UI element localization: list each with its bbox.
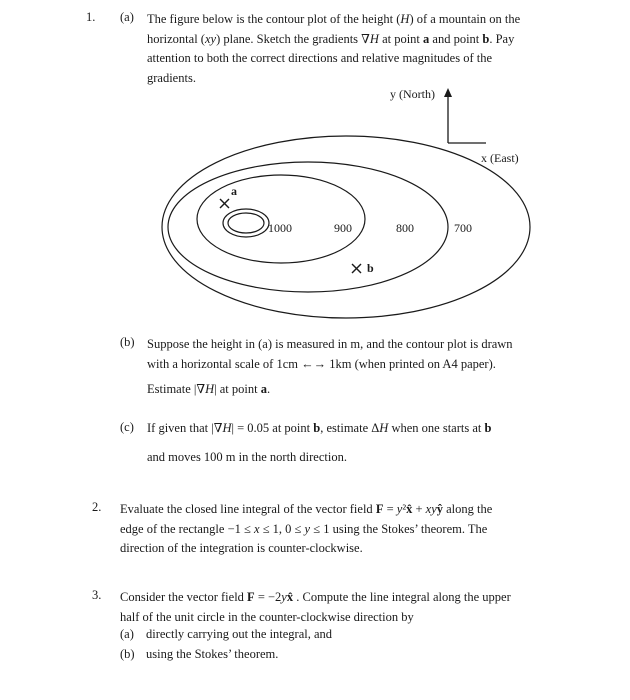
q1-part-b-text <box>147 335 513 400</box>
contour-label-700: 700 <box>454 221 472 235</box>
point-b-mark <box>352 264 361 273</box>
q3-part-b-text: using the Stokes’ theorem. <box>146 647 279 661</box>
q3-text <box>120 588 511 627</box>
q3-line-1: Consider the vector field F = −2yx̂ . Compute the line integral along the upper <box>120 590 511 604</box>
q3-number: 3. <box>92 588 102 602</box>
q1-part-c-label: (c) <box>120 420 134 434</box>
q1-a-line-2: horizontal (xy) plane. Sketch the gradients ∇H at point a and point b. Pay <box>147 31 515 46</box>
q1-b-line-1: Suppose the height in (a) is measured in m, and the contour plot is drawn <box>147 337 513 351</box>
q2-line-3: direction of the integration is counter-clockwise. <box>120 541 363 555</box>
q1-c-line-2: and moves 100 m in the north direction. <box>147 450 347 464</box>
contour-label-900: 900 <box>334 221 352 235</box>
q3-part-a-text: directly carrying out the integral, and <box>146 627 333 641</box>
q1-b-line-2: with a horizontal scale of 1cm ←→ 1km (when printed on A4 paper). <box>147 356 496 371</box>
y-axis-label: y (North) <box>390 87 435 101</box>
point-a-mark <box>220 199 229 208</box>
q1-a-line-3: attention to both the correct directions and relative magnitudes of the <box>147 51 493 65</box>
q1-b-line-3: Estimate |∇H| at point a. <box>147 382 271 396</box>
point-a-label: a <box>231 184 237 198</box>
contour-label-800: 800 <box>396 221 414 235</box>
y-axis-arrowhead <box>444 88 452 97</box>
q3-part-b-label: (b) <box>120 647 135 661</box>
q2-text <box>120 500 492 559</box>
point-b-label: b <box>367 261 374 275</box>
contour-900 <box>197 175 365 263</box>
q2-line-1: Evaluate the closed line integral of the vector field F = y²x̂ + xyŷ along the <box>120 502 493 516</box>
axes <box>448 94 486 143</box>
q2-line-2: edge of the rectangle −1 ≤ x ≤ 1, 0 ≤ y ≤ 1 using the Stokes’ theorem. The <box>120 521 488 536</box>
contour-label-1000: 1000 <box>268 221 292 235</box>
x-axis-label: x (East) <box>481 151 519 165</box>
contour-1000-inner-ring <box>228 213 264 233</box>
q1-number: 1. <box>86 10 96 24</box>
q1-a-line-4: gradients. <box>147 70 196 85</box>
q2-number: 2. <box>92 500 102 514</box>
q1-part-b-label: (b) <box>120 335 135 349</box>
q3-part-a-label: (a) <box>120 627 134 641</box>
q1-c-line-1: If given that |∇H| = 0.05 at point b, estimate ΔH when one starts at b <box>147 421 492 435</box>
q3-line-2: half of the unit circle in the counter-clockwise direction by <box>120 609 414 624</box>
q1-a-line-1: The figure below is the contour plot of the height (H) of a mountain on the <box>147 12 521 26</box>
q1-part-a-label: (a) <box>120 10 134 24</box>
